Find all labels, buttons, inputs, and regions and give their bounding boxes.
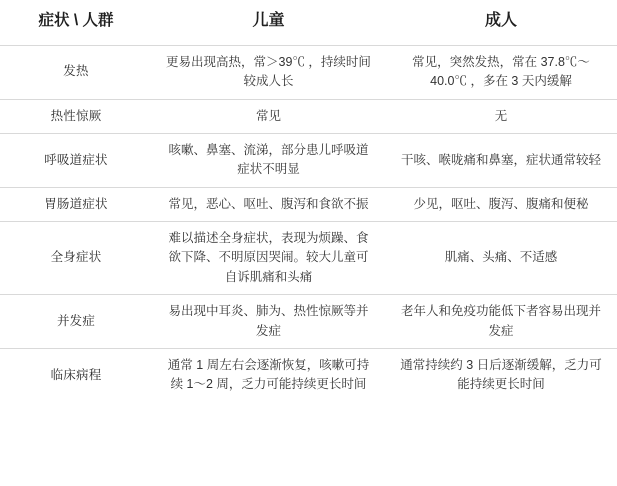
table-row [0,187,617,221]
row-label-fever: 发热 [0,45,152,99]
cell-text: 无 [494,108,508,123]
column-header-adults: 成人 [385,0,617,45]
cell-adults-gastrointestinal [385,187,617,221]
cell-adults-systemic [385,222,617,295]
cell-text: 常见，突然发热，常在 37.8℃～40.0℃ ，多在 3 天内缓解 [412,54,590,89]
column-header-children: 儿童 [152,0,385,45]
table-row [0,45,617,99]
table-row [0,133,617,187]
cell-text: 易出现中耳炎、肺为、热性惊厥等并发症 [168,304,369,338]
row-label-systemic: 全身症状 [0,222,152,295]
cell-text: 通常持续约 3 日后逐渐缓解，乏力可能持续更长时间 [400,357,602,392]
cell-adults-respiratory [385,133,617,187]
cell-adults-fever [385,45,617,99]
cell-children-fever [152,45,385,99]
cell-text: 干咳、喉咙痛和鼻塞，症状通常较轻 [400,152,601,167]
cell-text: 少见，呕吐、腹泻、腹痛和便秘 [413,196,589,211]
row-label-febrile-seizure: 热性惊厥 [0,99,152,133]
row-label-complications: 并发症 [0,295,152,349]
table-header [0,0,617,45]
cell-children-complications [152,295,385,349]
cell-text: 更易出现高热，常＞39℃ ，持续时间较成人长 [166,54,371,89]
cell-text: 老年人和免疫功能低下者容易出现并发症 [400,304,601,338]
cell-adults-febrile-seizure [385,99,617,133]
table-header-row [0,0,617,45]
cell-children-gastrointestinal [152,187,385,221]
table-row [0,99,617,133]
cell-text: 通常 1 周左右会逐渐恢复，咳嗽可持续 1～2 周，乏力可能持续更长时间 [167,357,370,392]
row-label-clinical-course: 临床病程 [0,348,152,401]
cell-adults-complications [385,295,617,349]
cell-text: 常见，恶心、呕吐、腹泻和食欲不振 [168,196,369,211]
cell-text: 咳嗽、鼻塞、流涕，部分患儿呼吸道症状不明显 [168,142,369,177]
table-row [0,348,617,401]
row-label-respiratory: 呼吸道症状 [0,133,152,187]
cell-text: 难以描述全身症状，表现为烦躁、食欲下降、不明原因哭闹。较大儿童可自诉肌痛和头痛 [168,231,369,284]
row-label-gastrointestinal: 胃肠道症状 [0,187,152,221]
cell-children-respiratory [152,133,385,187]
table-row [0,295,617,349]
cell-children-clinical-course [152,348,385,401]
cell-children-febrile-seizure [152,99,385,133]
column-header-symptom-group: 症状 \ 人群 [0,0,152,45]
cell-text: 常见 [255,108,281,123]
cell-text: 肌痛、头痛、不适感 [444,250,558,265]
table-row [0,222,617,295]
cell-adults-clinical-course [385,348,617,401]
table-body [0,45,617,401]
cell-children-systemic [152,222,385,295]
